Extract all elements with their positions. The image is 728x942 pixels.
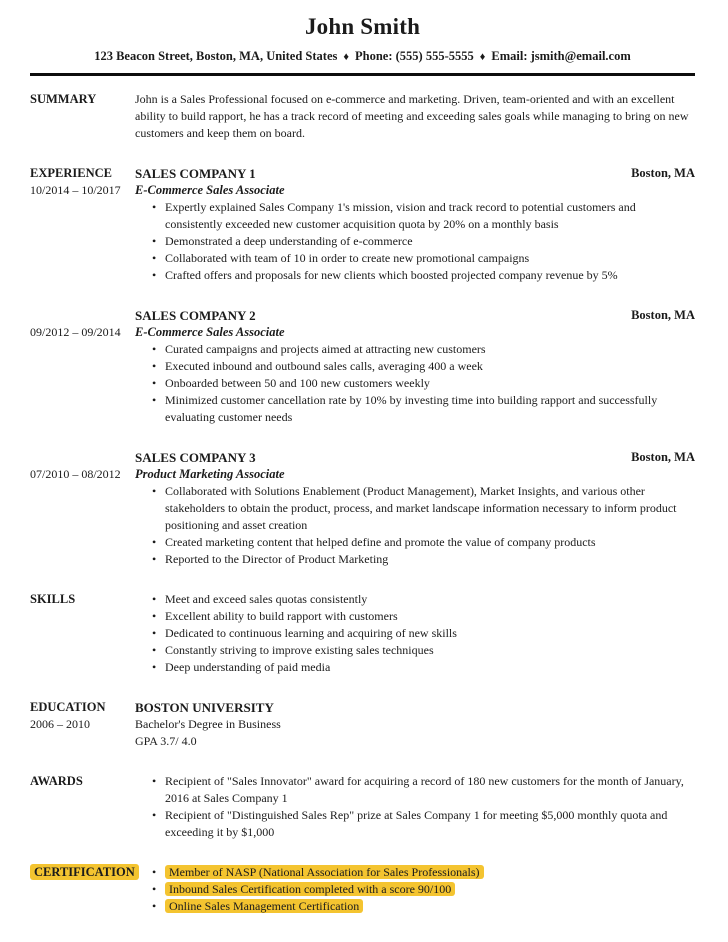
awards-content bbox=[135, 773, 695, 841]
bullet-item: • Recipient of "Distinguished Sales Rep" prize at Sales Company 1 for meeting $5,000 monthly quota and exceeding it by $1,000 bbox=[152, 807, 695, 841]
highlighted-text: Inbound Sales Certification completed with a score 90/100 bbox=[165, 882, 455, 896]
bullet-item: • Dedicated to continuous learning and acquiring of new skills bbox=[152, 625, 695, 642]
highlighted-text: Online Sales Management Certification bbox=[165, 899, 363, 913]
summary-left-column bbox=[30, 91, 135, 108]
education-left-column bbox=[30, 699, 135, 733]
job-entry bbox=[135, 307, 695, 426]
highlighted-text: Member of NASP (National Association for Sales Professionals) bbox=[165, 865, 484, 879]
bullet-item: • Collaborated with Solutions Enablement (Product Management), Market Insights, and various other stakeholders to obtain the product, process, and market landscape information necessary to inform product positioning and asset creation bbox=[152, 483, 695, 534]
job-bullet-list bbox=[135, 483, 695, 568]
diamond-separator-icon: ♦ bbox=[479, 51, 486, 63]
job-location: Boston, MA bbox=[631, 166, 695, 180]
skills-left-column bbox=[30, 591, 135, 608]
certification-section bbox=[30, 864, 695, 915]
bullet-item bbox=[152, 864, 695, 881]
job-bullet-list bbox=[135, 199, 695, 284]
education-content bbox=[135, 699, 695, 750]
job-location: Boston, MA bbox=[631, 308, 695, 322]
bullet-item: • Onboarded between 50 and 100 new customers weekly bbox=[152, 375, 695, 392]
awards-section bbox=[30, 773, 695, 841]
contact-line bbox=[30, 48, 695, 66]
bullet-item: • Deep understanding of paid media bbox=[152, 659, 695, 676]
job-dates: 09/2012 – 09/2014 bbox=[30, 325, 121, 339]
skills-content bbox=[135, 591, 695, 676]
job-title: E-Commerce Sales Associate bbox=[135, 183, 285, 197]
job-entry bbox=[135, 449, 695, 568]
certification-bullet-list bbox=[135, 864, 695, 915]
awards-bullet-list bbox=[135, 773, 695, 841]
contact-phone: Phone: (555) 555-5555 bbox=[355, 49, 474, 63]
bullet-item bbox=[152, 881, 695, 898]
education-dates: 2006 – 2010 bbox=[30, 717, 90, 731]
summary-label: SUMMARY bbox=[30, 92, 97, 106]
experience-left-column bbox=[30, 307, 135, 341]
bullet-item: • Curated campaigns and projects aimed at attracting new customers bbox=[152, 341, 695, 358]
summary-content bbox=[135, 91, 695, 142]
job-header bbox=[135, 449, 695, 466]
awards-left-column bbox=[30, 773, 135, 790]
company-name: SALES COMPANY 1 bbox=[135, 166, 256, 181]
gpa: GPA 3.7/ 4.0 bbox=[135, 734, 197, 748]
skills-section bbox=[30, 591, 695, 676]
bullet-item: • Excellent ability to build rapport with customers bbox=[152, 608, 695, 625]
degree: Bachelor's Degree in Business bbox=[135, 717, 281, 731]
person-name: John Smith bbox=[304, 14, 421, 39]
bullet-item: • Expertly explained Sales Company 1's mission, vision and track record to potential customers and consistently exceeded new customer acquisition quota by 20% on a monthly basis bbox=[152, 199, 695, 233]
contact-address: 123 Beacon Street, Boston, MA, United States bbox=[94, 49, 338, 63]
summary-section bbox=[30, 91, 695, 142]
resume-header bbox=[30, 12, 695, 76]
highlighted-label: CERTIFICATION bbox=[30, 864, 139, 880]
experience-left-column bbox=[30, 165, 135, 199]
contact-email: Email: jsmith@email.com bbox=[491, 49, 631, 63]
skills-bullet-list bbox=[135, 591, 695, 676]
experience-section-job-2 bbox=[30, 307, 695, 426]
job-dates: 07/2010 – 08/2012 bbox=[30, 467, 121, 481]
bullet-item: • Executed inbound and outbound sales calls, averaging 400 a week bbox=[152, 358, 695, 375]
skills-label: SKILLS bbox=[30, 592, 76, 606]
awards-label: AWARDS bbox=[30, 774, 83, 788]
job-bullet-list bbox=[135, 341, 695, 426]
bullet-item: • Crafted offers and proposals for new clients which boosted projected company revenue by 5% bbox=[152, 267, 695, 284]
experience-left-column bbox=[30, 449, 135, 483]
bullet-item: • Constantly striving to improve existing sales techniques bbox=[152, 642, 695, 659]
job-location: Boston, MA bbox=[631, 450, 695, 464]
bullet-item: • Created marketing content that helped define and promote the value of company products bbox=[152, 534, 695, 551]
job-header bbox=[135, 307, 695, 324]
education-section bbox=[30, 699, 695, 750]
experience-section-job-1 bbox=[30, 165, 695, 284]
job-title: E-Commerce Sales Associate bbox=[135, 325, 285, 339]
job-title: Product Marketing Associate bbox=[135, 467, 285, 481]
diamond-separator-icon: ♦ bbox=[343, 51, 349, 63]
bullet-item: • Meet and exceed sales quotas consistently bbox=[152, 591, 695, 608]
bullet-item: • Collaborated with team of 10 in order to create new promotional campaigns bbox=[152, 250, 695, 267]
school-name: BOSTON UNIVERSITY bbox=[135, 700, 274, 715]
bullet-item: • Demonstrated a deep understanding of e-commerce bbox=[152, 233, 695, 250]
summary-text: John is a Sales Professional focused on e-commerce and marketing. Driven, team-oriented and with an excellent ability to build rapport, he has a track record of meeting and exceeding sales goals while managing to bring on new customers and keep them on board. bbox=[135, 92, 689, 140]
job-dates: 10/2014 – 10/2017 bbox=[30, 183, 121, 197]
experience-section-job-3 bbox=[30, 449, 695, 568]
education-label: EDUCATION bbox=[30, 700, 106, 714]
company-name: SALES COMPANY 3 bbox=[135, 450, 256, 465]
bullet-item bbox=[152, 898, 695, 915]
bullet-item: • Reported to the Director of Product Marketing bbox=[152, 551, 695, 568]
certification-content bbox=[135, 864, 695, 915]
certification-left-column bbox=[30, 864, 135, 881]
job-entry bbox=[135, 165, 695, 284]
bullet-item: • Recipient of "Sales Innovator" award for acquiring a record of 180 new customers for the month of January, 2016 at Sales Company 1 bbox=[152, 773, 695, 807]
certification-label bbox=[30, 864, 135, 881]
experience-label: EXPERIENCE bbox=[30, 166, 112, 180]
bullet-item: • Minimized customer cancellation rate by 10% by investing time into building rapport and successfully evaluating customer needs bbox=[152, 392, 695, 426]
company-name: SALES COMPANY 2 bbox=[135, 308, 256, 323]
job-header bbox=[135, 165, 695, 182]
